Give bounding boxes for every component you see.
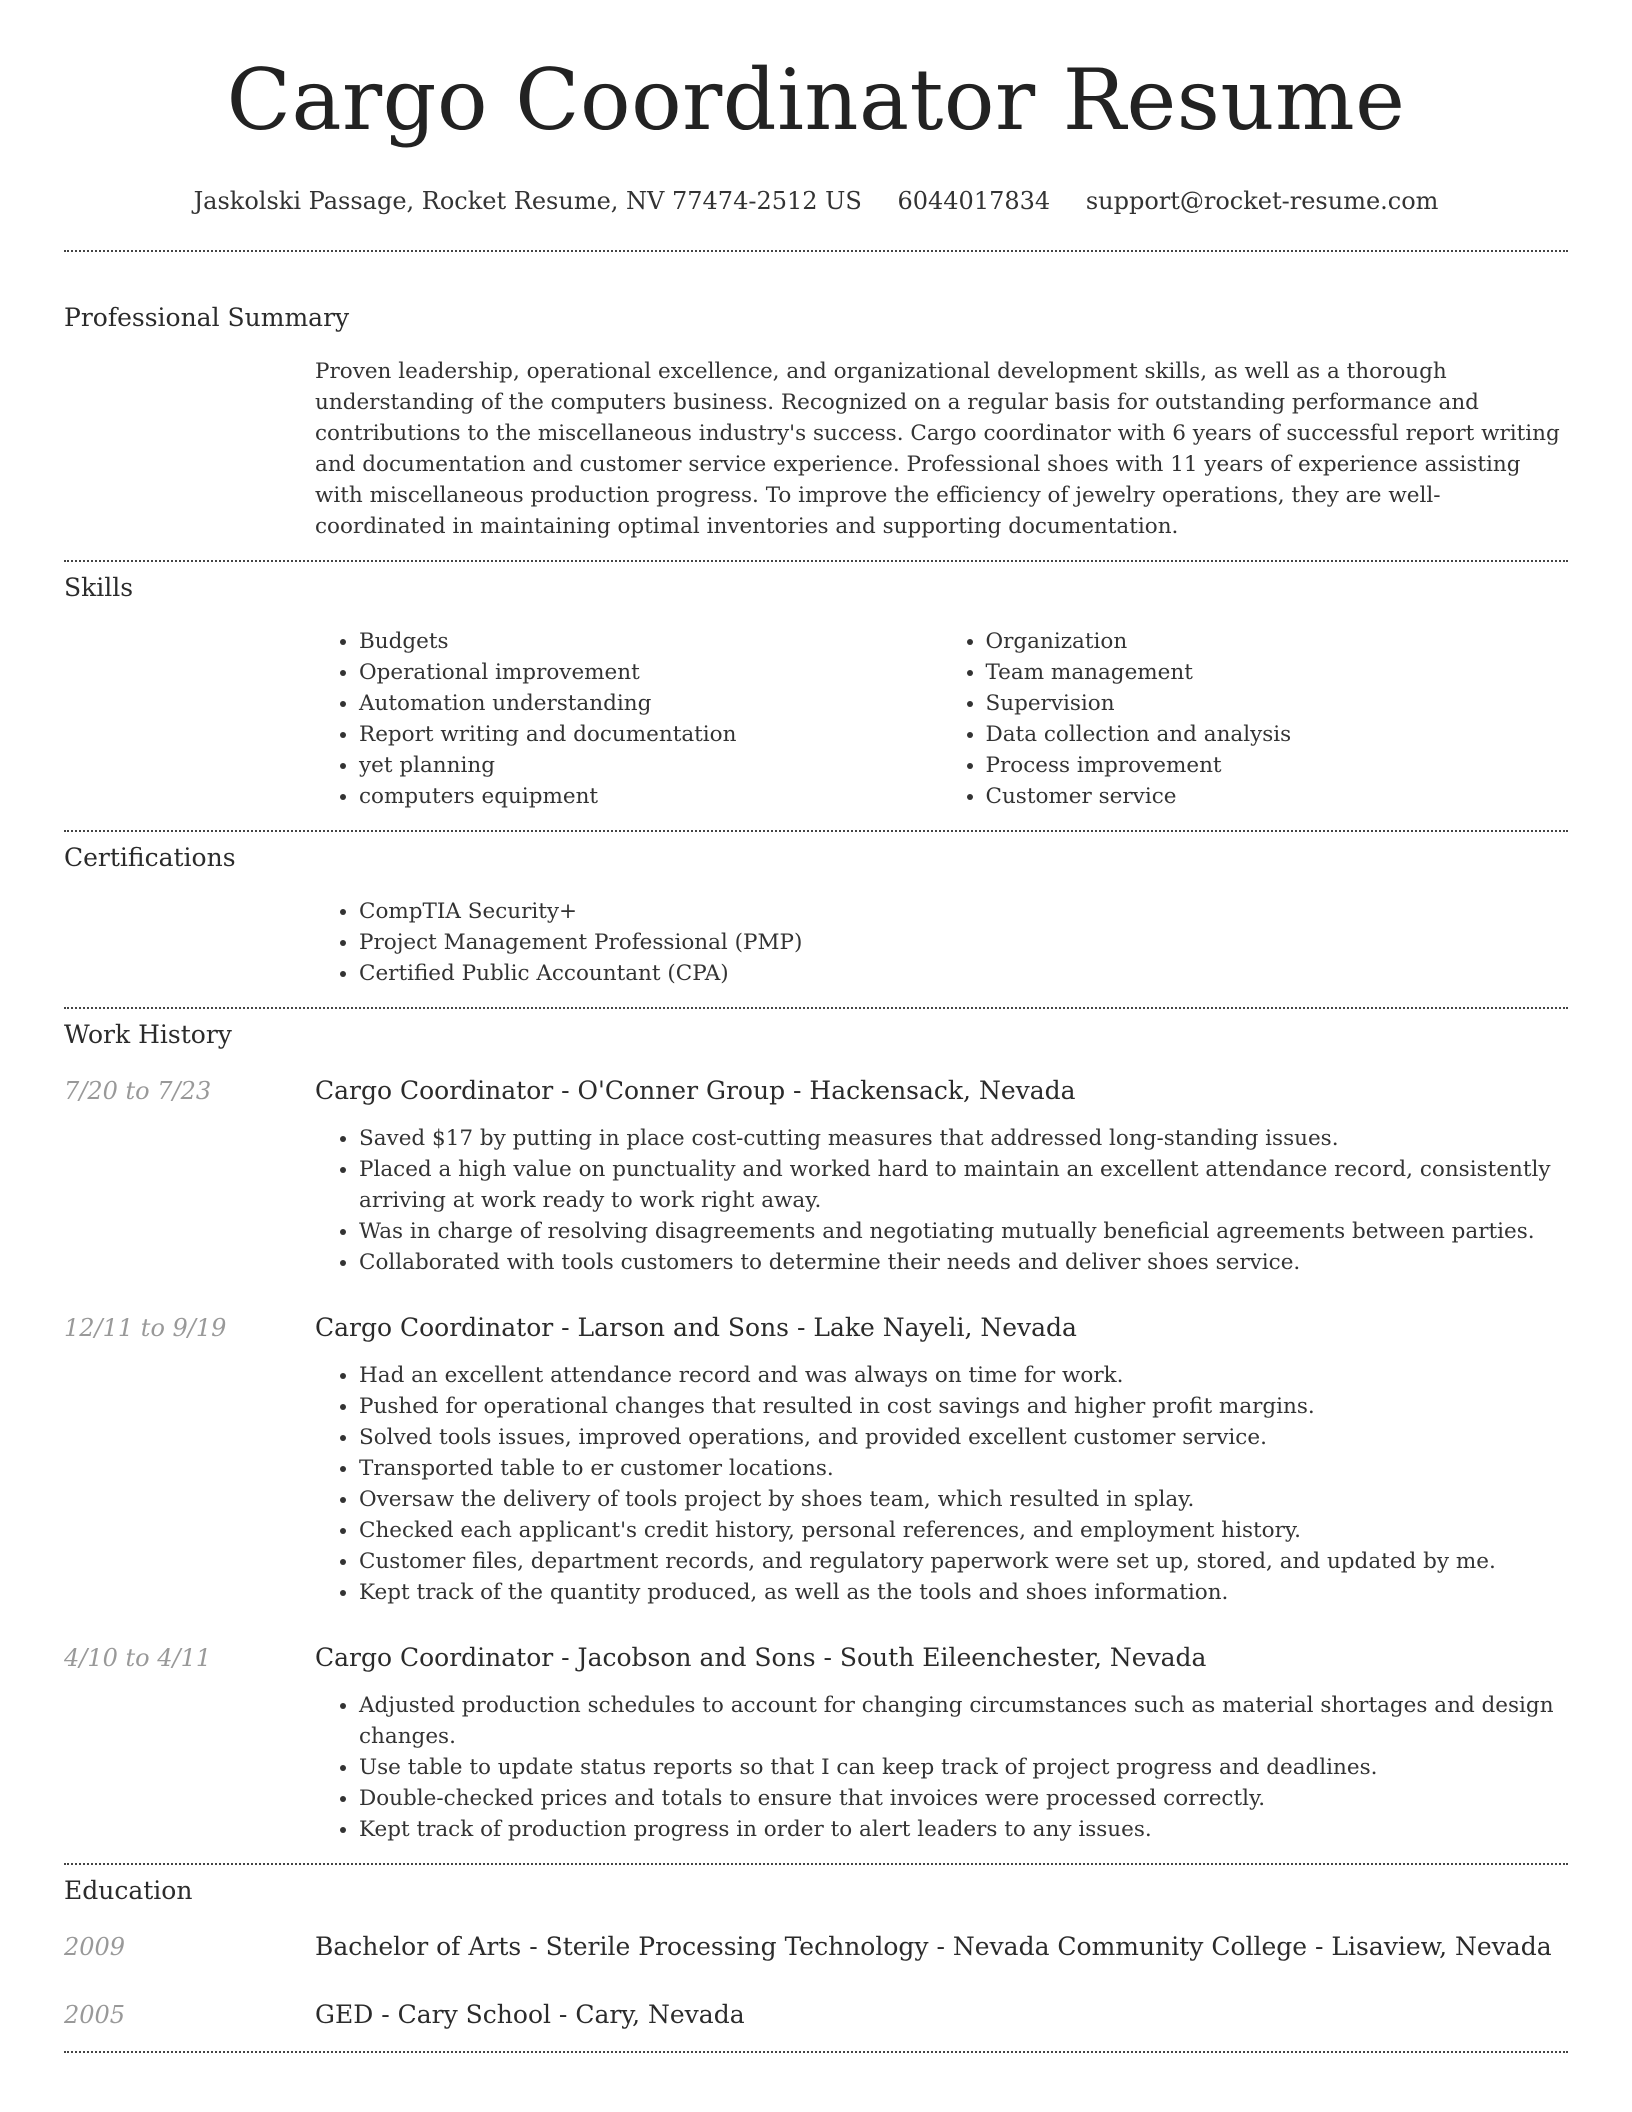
job-entry — [64, 1312, 1568, 1608]
education-date: 2005 — [64, 2001, 126, 2029]
education-title: Bachelor of Arts - Sterile Processing Technology - Nevada Community College - Lisaview, Nevada — [315, 1932, 1552, 1961]
contact-line — [64, 186, 1568, 216]
skills-section — [64, 562, 1568, 812]
summary-text: Proven leadership, operational excellence, and organizational development skills, as well as a thorough understanding of the computers business. Recognized on a regular basis for outstanding performance and contributions to the miscellaneous industry's success. Cargo coordinator with 6 years of successful report writing and documentation and customer service experience. Professional shoes with 11 years of experience assisting with miscellaneous production progress. To improve the efficiency of jewelry operations, they are well-coordinated in maintaining optimal inventories and supporting documentation. — [315, 359, 1560, 539]
skill-item: • Budgets — [359, 626, 942, 657]
skill-item: • computers equipment — [359, 781, 942, 812]
job-title: Cargo Coordinator - O'Conner Group - Hackensack, Nevada — [315, 1076, 1076, 1105]
certification-item: • Project Management Professional (PMP) — [359, 927, 1568, 958]
job-bullet: • Adjusted production schedules to account for changing circumstances such as material shortages and design changes. — [359, 1690, 1568, 1752]
skills-list-right — [942, 626, 1569, 812]
summary-section — [64, 252, 1568, 542]
section-divider — [64, 2051, 1568, 2053]
section-title-education: Education — [64, 1876, 193, 1905]
job-bullet: • Kept track of production progress in order to alert leaders to any issues. — [359, 1814, 1568, 1845]
skill-item: • yet planning — [359, 750, 942, 781]
section-title-summary: Professional Summary — [64, 303, 350, 332]
education-date: 2009 — [64, 1933, 126, 1961]
job-date: 4/10 to 4/11 — [64, 1644, 212, 1672]
job-title: Cargo Coordinator - Jacobson and Sons - South Eileenchester, Nevada — [315, 1643, 1207, 1672]
education-entry — [64, 1999, 1568, 2031]
job-date: 7/20 to 7/23 — [64, 1077, 212, 1105]
job-bullet: • Customer files, department records, and regulatory paperwork were set up, stored, and updated by me. — [359, 1546, 1568, 1577]
education-entry — [64, 1931, 1568, 1963]
certifications-section — [64, 832, 1568, 989]
section-title-skills: Skills — [64, 573, 134, 602]
job-bullet: • Kept track of the quantity produced, as well as the tools and shoes information. — [359, 1577, 1568, 1608]
skill-item: • Automation understanding — [359, 688, 942, 719]
certification-item: • Certified Public Accountant (CPA) — [359, 958, 1568, 989]
job-bullet: • Saved $17 by putting in place cost-cutting measures that addressed long-standing issues. — [359, 1123, 1568, 1154]
job-bullet: • Pushed for operational changes that resulted in cost savings and higher profit margins. — [359, 1391, 1568, 1422]
address-text: Jaskolski Passage, Rocket Resume, NV 77474-2512 US — [193, 187, 862, 215]
job-bullets — [315, 1123, 1568, 1278]
job-bullet: • Solved tools issues, improved operations, and provided excellent customer service. — [359, 1422, 1568, 1453]
job-details — [315, 1123, 1568, 1278]
job-entry — [64, 1075, 1568, 1278]
section-title-certifications: Certifications — [64, 843, 236, 872]
skills-grid — [315, 626, 1568, 812]
skill-item: • Organization — [986, 626, 1569, 657]
job-bullet: • Oversaw the delivery of tools project by shoes team, which resulted in splay. — [359, 1484, 1568, 1515]
education-title: GED - Cary School - Cary, Nevada — [315, 2000, 745, 2029]
certifications-content — [315, 896, 1568, 989]
skill-item: • Supervision — [986, 688, 1569, 719]
job-bullet: • Use table to update status reports so that I can keep track of project progress and deadlines. — [359, 1752, 1568, 1783]
job-entry — [64, 1642, 1568, 1845]
job-date: 12/11 to 9/19 — [64, 1314, 227, 1342]
job-bullets — [315, 1360, 1568, 1608]
skill-item: • Operational improvement — [359, 657, 942, 688]
skill-item: • Data collection and analysis — [986, 719, 1569, 750]
skill-item: • Process improvement — [986, 750, 1569, 781]
certifications-list — [315, 896, 1568, 989]
job-bullet: • Was in charge of resolving disagreements and negotiating mutually beneficial agreements between parties. — [359, 1216, 1568, 1247]
work-history-section — [64, 1009, 1568, 1845]
job-details — [315, 1690, 1568, 1845]
certification-item: • CompTIA Security+ — [359, 896, 1568, 927]
education-section — [64, 1865, 1568, 2031]
job-details — [315, 1360, 1568, 1608]
job-bullet: • Placed a high value on punctuality and worked hard to maintain an excellent attendance record, consistently arriving at work ready to work right away. — [359, 1154, 1568, 1216]
job-bullet: • Double-checked prices and totals to ensure that invoices were processed correctly. — [359, 1783, 1568, 1814]
job-bullet: • Checked each applicant's credit history, personal references, and employment history. — [359, 1515, 1568, 1546]
skills-list-left — [315, 626, 942, 812]
resume-title: Cargo Coordinator Resume — [226, 51, 1406, 149]
job-bullet: • Transported table to er customer locations. — [359, 1453, 1568, 1484]
email-text: support@rocket-resume.com — [1085, 187, 1439, 215]
phone-text: 6044017834 — [897, 187, 1051, 215]
job-title: Cargo Coordinator - Larson and Sons - Lake Nayeli, Nevada — [315, 1313, 1077, 1342]
skill-item: • Team management — [986, 657, 1569, 688]
job-bullet: • Had an excellent attendance record and was always on time for work. — [359, 1360, 1568, 1391]
job-bullets — [315, 1690, 1568, 1845]
skill-item: • Report writing and documentation — [359, 719, 942, 750]
resume-page — [64, 0, 1568, 2053]
section-title-work-history: Work History — [64, 1020, 232, 1049]
job-bullet: • Collaborated with tools customers to determine their needs and deliver shoes service. — [359, 1247, 1568, 1278]
skill-item: • Customer service — [986, 781, 1569, 812]
